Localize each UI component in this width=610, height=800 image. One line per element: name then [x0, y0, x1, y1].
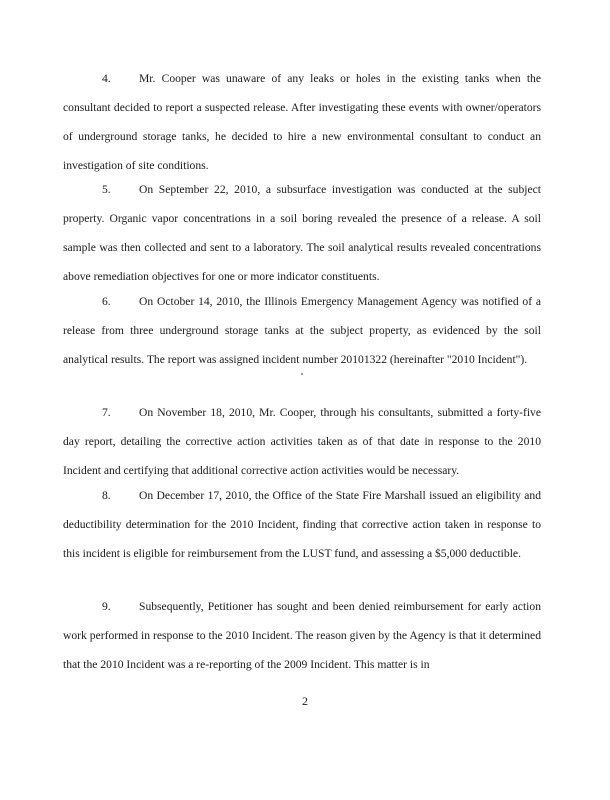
paragraph-4 [63, 64, 541, 180]
paragraph-text: On December 17, 2010, the Office of the State Fire Marshall issued an eligibility and deductibility determination for the 2010 Incident, finding that corrective action taken in response to this incident is eligible for reimbursement from the LUST fund, and assessing a $5,000 deductible. [63, 489, 541, 560]
paragraph-9 [63, 592, 541, 679]
paragraph-text: On October 14, 2010, the Illinois Emergency Management Agency was notified of a release from three underground storage tanks at the subject property, as evidenced by the soil analytical results. The report was assigned incident number 20101322 (hereinafter "2010 Incident"). [63, 295, 541, 366]
scan-artifact [301, 373, 303, 375]
paragraph-number: 5. [102, 183, 111, 196]
paragraph-number: 7. [102, 406, 111, 419]
paragraph-number: 6. [102, 295, 111, 308]
paragraph-number: 9. [102, 600, 111, 613]
paragraph-text: Subsequently, Petitioner has sought and been denied reimbursement for early action work performed in response to the 2010 Incident. The reason given by the Agency is that it determined that the 2010 Incident was a re-reporting of the 2009 Incident. This matter is in [63, 600, 541, 671]
paragraph-text: On November 18, 2010, Mr. Cooper, through his consultants, submitted a forty-five day report, detailing the corrective action activities taken as of that date in response to the 2010 Incident and certifying that additional corrective action activities would be necessary. [63, 406, 541, 477]
paragraph-text: On September 22, 2010, a subsurface investigation was conducted at the subject property. Organic vapor concentrations in a soil boring revealed the presence of a release. A soil sample was then collected and sent to a laboratory. The soil analytical results revealed concentrations above remediation objectives for one or more indicator constituents. [63, 183, 541, 283]
paragraph-number: 4. [102, 72, 111, 85]
paragraph-8 [63, 481, 541, 568]
paragraph-text: Mr. Cooper was unaware of any leaks or holes in the existing tanks when the consultant decided to report a suspected release. After investigating these events with owner/operators of underground storage tanks, he decided to hire a new environmental consultant to conduct an investigation of site conditions. [63, 72, 541, 172]
paragraph-5 [63, 175, 541, 291]
paragraph-7 [63, 398, 541, 485]
paragraph-number: 8. [102, 489, 111, 502]
page-number: 2 [302, 694, 308, 708]
paragraph-6 [63, 287, 541, 374]
